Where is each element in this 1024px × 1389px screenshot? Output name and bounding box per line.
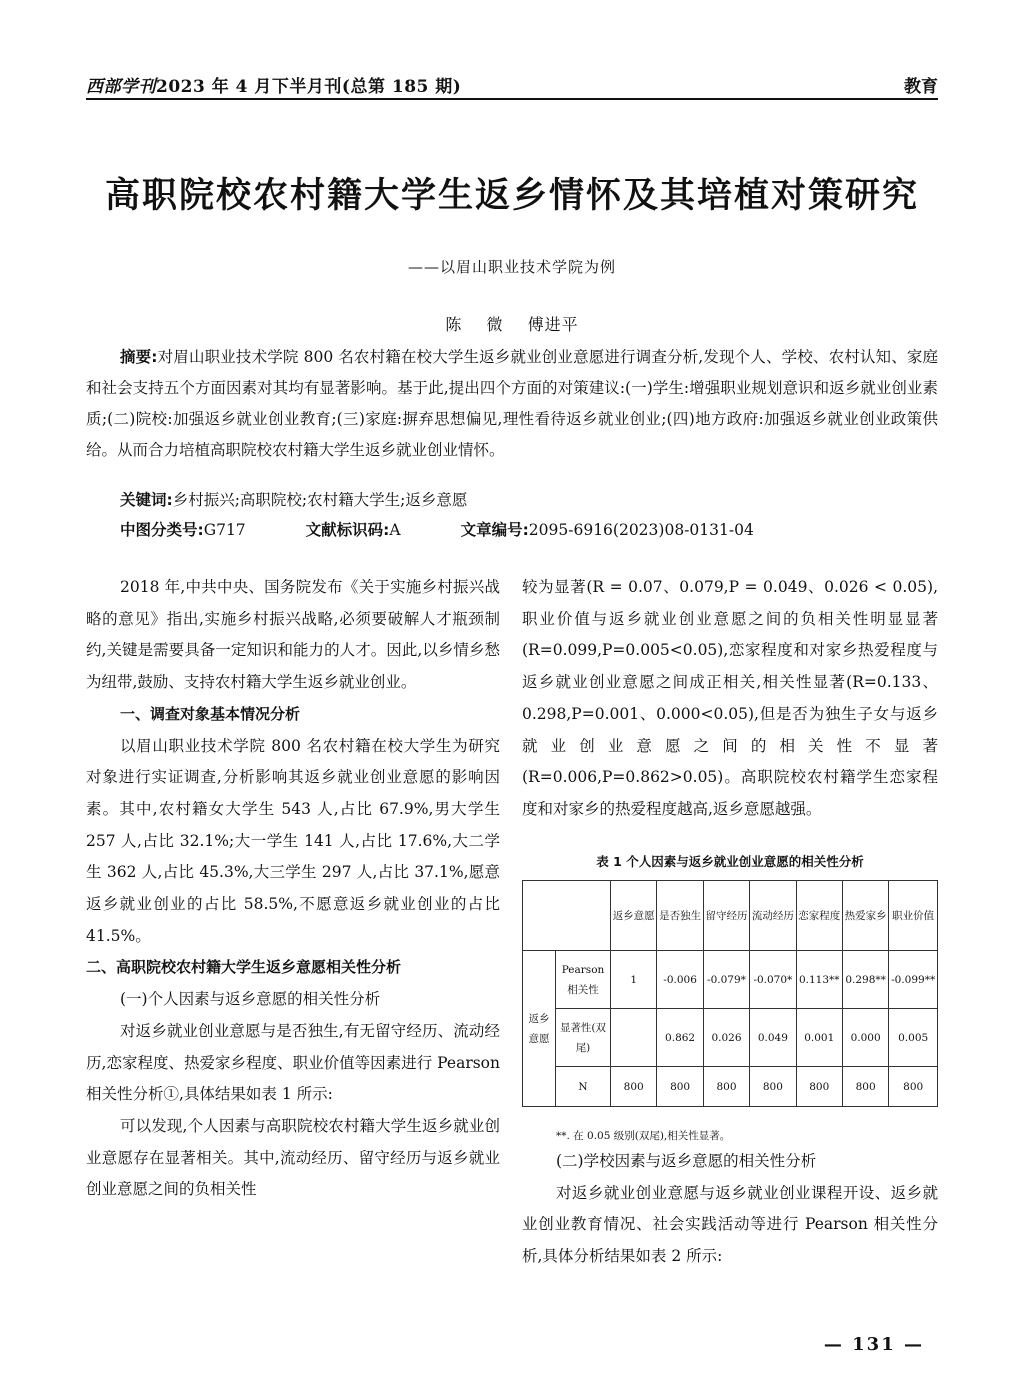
table-row xyxy=(523,1067,938,1107)
table-cell: 800 xyxy=(657,1067,703,1107)
table-cell: 800 xyxy=(842,1067,888,1107)
keywords xyxy=(120,488,467,510)
doc-code-value: A xyxy=(389,521,401,539)
table-cell: 0.005 xyxy=(889,1009,938,1067)
body-paragraph: 可以发现,个人因素与高职院校农村籍大学生返乡就业创业意愿存在显著相关。其中,流动经历、留守经历与返乡就业创业意愿之间的负相关性 xyxy=(86,1116,500,1199)
table-row-label: Pearson相关性 xyxy=(556,951,611,1009)
table-cell: 800 xyxy=(750,1067,796,1107)
table-header-cell: 是否独生 xyxy=(657,881,703,951)
paper-subtitle: ——以眉山职业技术学院为例 xyxy=(407,258,616,276)
table-cell: 0.298** xyxy=(842,951,888,1009)
issue-info: 2023 年 4 月下半月刊(总第 185 期) xyxy=(156,77,462,97)
table-row-label: 显著性(双尾) xyxy=(556,1009,611,1067)
left-column xyxy=(86,572,500,1206)
table-header-cell: 返乡意愿 xyxy=(611,881,657,951)
doc-code-label: 文献标识码: xyxy=(305,521,390,539)
table-cell: 800 xyxy=(611,1067,657,1107)
subsection-heading: (二)学校因素与返乡意愿的相关性分析 xyxy=(556,1152,817,1170)
table-corner-cell xyxy=(523,881,611,951)
keywords-label: 关键词: xyxy=(120,491,173,509)
paper-title: 高职院校农村籍大学生返乡情怀及其培植对策研究 xyxy=(104,175,919,216)
body-paragraph: 对返乡就业创业意愿与返乡就业创业课程开设、返乡就业创业教育情况、社会实践活动等进行 Pearson 相关性分析,具体分析结果如表 2 所示: xyxy=(522,1183,938,1266)
table-cell: 0.862 xyxy=(657,1009,703,1067)
clc-value: G717 xyxy=(203,521,246,539)
page-number: — 131 — xyxy=(823,1334,924,1355)
table-header-cell: 热爱家乡 xyxy=(842,881,888,951)
journal-logo: 西部学刊 xyxy=(86,77,156,97)
table-cell: 800 xyxy=(703,1067,749,1107)
clc-label: 中图分类号: xyxy=(120,521,204,539)
keywords-text: 乡村振兴;高职院校;农村籍大学生;返乡意愿 xyxy=(172,491,468,509)
correlation-table xyxy=(522,880,938,1107)
table-header-row xyxy=(523,881,938,951)
body-paragraph: 以眉山职业技术学院 800 名农村籍在校大学生为研究对象进行实证调查,分析影响其返乡就业创业意愿的影响因素。其中,农村籍女大学生 543 人,占比 67.9%,男大学生 257 人,占比 32.1%;大一学生 141 人,占比 17.6%,大二学生 362 人,占比 45.3%,大三学生 297 人,占比 37.1%,愿意返乡就业创业的占比 58.5%,不愿意返乡就业创业的占比 41.5%。 xyxy=(86,736,500,945)
table-caption: 表 1 个人因素与返乡就业创业意愿的相关性分析 xyxy=(596,854,864,869)
table-cell: -0.006 xyxy=(657,951,703,1009)
table-cell: 800 xyxy=(796,1067,842,1107)
classification-line xyxy=(120,518,754,540)
table-header-cell: 恋家程度 xyxy=(796,881,842,951)
table-cell: 0.113** xyxy=(796,951,842,1009)
right-column xyxy=(522,572,938,826)
table-cell: 1 xyxy=(611,951,657,1009)
table-note: **. 在 0.05 级别(双尾),相关性显著。 xyxy=(556,1130,731,1142)
table-cell: -0.070* xyxy=(750,951,796,1009)
table-cell: 800 xyxy=(889,1067,938,1107)
section-name: 教育 xyxy=(904,77,938,97)
article-number-label: 文章编号: xyxy=(460,521,529,539)
authors: 陈 微 傅进平 xyxy=(445,315,579,334)
header-rule xyxy=(86,98,938,100)
table-cell: 0.049 xyxy=(750,1009,796,1067)
table-row xyxy=(523,951,938,1009)
body-paragraph: 较为显著(R = 0.07、0.079,P = 0.049、0.026 < 0.05),职业价值与返乡就业创业意愿之间的负相关性明显显著(R=0.099,P=0.005<0.05),恋家程度和对家乡热爱程度与返乡就业创业意愿之间成正相关,相关性显著(R=0.133、0.298,P=0.001、0.000<0.05),但是否为独生子女与返乡就业创业意愿之间的相关性不显著(R=0.006,P=0.862>0.05)。高职院校农村籍学生恋家程度和对家乡的热爱程度越高,返乡意愿越强。 xyxy=(522,578,938,818)
table-header-cell: 留守经历 xyxy=(703,881,749,951)
section-heading: 一、调查对象基本情况分析 xyxy=(120,704,301,723)
table-row xyxy=(523,1009,938,1067)
abstract xyxy=(86,342,938,466)
subsection-heading: (一)个人因素与返乡意愿的相关性分析 xyxy=(120,990,381,1009)
table-cell: 0.001 xyxy=(796,1009,842,1067)
running-header-journal xyxy=(86,72,461,97)
section-heading: 二、高职院校农村籍大学生返乡意愿相关性分析 xyxy=(86,958,402,977)
body-paragraph: 对返乡就业创业意愿与是否独生,有无留守经历、流动经历,恋家程度、热爱家乡程度、职业价值等因素进行 Pearson 相关性分析①,具体结果如表 1 所示: xyxy=(86,1021,500,1104)
table-header-cell: 职业价值 xyxy=(889,881,938,951)
table-cell: -0.079* xyxy=(703,951,749,1009)
table-header-cell: 流动经历 xyxy=(750,881,796,951)
article-number-value: 2095-6916(2023)08-0131-04 xyxy=(528,521,754,539)
body-paragraph: 2018 年,中共中央、国务院发布《关于实施乡村振兴战略的意见》指出,实施乡村振兴战略,必须要破解人才瓶颈制约,关键是需要具备一定知识和能力的人才。因此,以乡情乡愁为纽带,鼓励、支持农村籍大学生返乡就业创业。 xyxy=(86,578,500,692)
abstract-text: 对眉山职业技术学院 800 名农村籍在校大学生返乡就业创业意愿进行调查分析,发现个人、学校、农村认知、家庭和社会支持五个方面因素对其均有显著影响。基于此,提出四个方面的对策建议:(一)学生:增强职业规划意识和返乡就业创业素质;(二)院校:加强返乡就业创业教育;(三)家庭:摒弃思想偏见,理性看待返乡就业创业;(四)地方政府:加强返乡就业创业政策供给。从而合力培植高职院校农村籍大学生返乡就业创业情怀。 xyxy=(86,348,939,459)
table-row-label: N xyxy=(556,1067,611,1107)
table-cell: 0.026 xyxy=(703,1009,749,1067)
abstract-label: 摘要: xyxy=(120,348,158,366)
right-column-continued xyxy=(522,1146,938,1273)
table-cell: -0.099** xyxy=(889,951,938,1009)
table-row-group-label: 返乡意愿 xyxy=(523,951,556,1107)
table-cell xyxy=(611,1009,657,1067)
table-cell: 0.000 xyxy=(842,1009,888,1067)
